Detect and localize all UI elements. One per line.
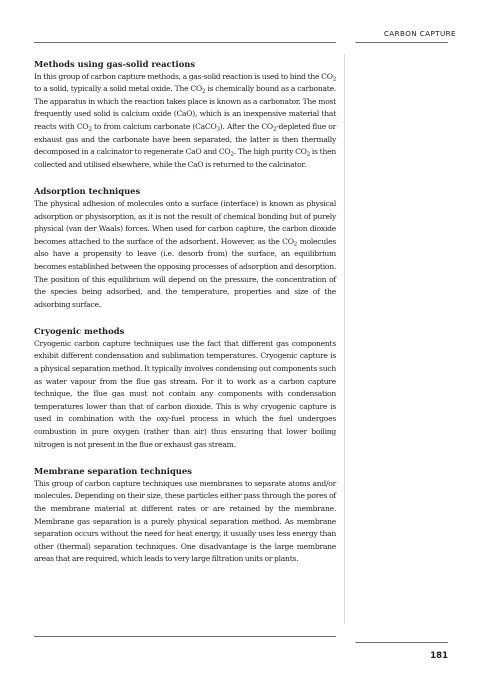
- subscript: 2: [293, 241, 298, 248]
- footer-rule-margin: [356, 642, 448, 643]
- section-body: [34, 338, 336, 451]
- page-number: 181: [430, 651, 448, 661]
- text-run: is chemically bound as a carbonate. The apparatus in which the reaction takes place is known as a carbonator. The most frequently used solid is calcium oxide (CaO), which is an inexpensive material that reacts with CO: [34, 84, 336, 131]
- section-gas-solid-reactions: [34, 58, 336, 171]
- text-run: In this group of carbon capture methods, a gas-solid reaction is used to bind the CO: [34, 71, 333, 81]
- text-run: ). After the CO: [219, 121, 273, 131]
- subscript: 2: [201, 88, 206, 95]
- subscript: 3: [216, 126, 220, 133]
- subscript: 2: [332, 76, 336, 83]
- text-run: . The high purity CO: [233, 147, 307, 157]
- footer-rule: [34, 636, 336, 637]
- subscript: 2: [88, 126, 92, 133]
- text-run: Cryogenic carbon capture techniques use the fact that different gas components exhibit different condensation and sublimation temperatures. Cryogenic capture is a physical separation method. It typically involves condensing out components such as water vapour from the flue gas stream. For it to work as a carbon capture technique, the flue gas must not contain any components with condensation temperatures lower than that of carbon dioxide. This is why cryogenic capture is used in combination with the oxy-fuel process in which the fuel undergoes combustion in pure oxygen (rather than air) thus ensuring that lower boiling nitrogen is not present in the flue or exhaust gas stream.: [34, 338, 336, 449]
- text-run: to a solid, typically a solid metal oxide. The CO: [34, 84, 202, 94]
- main-text-column: [34, 58, 336, 580]
- text-run: This group of carbon capture techniques use membranes to separate atoms and/or molecules. Depending on their size, these particles either pass through the pores of the membrane material at different rates or are retained by the membrane. Membrane gas separation is a purely physical separation method. As membrane separation occurs without the need for heat energy, it usually uses less energy than other (thermal) separation techniques. One disadvantage is the large membrane areas that are required, which leads to very large filtration units or plants.: [34, 478, 336, 564]
- section-membrane-separation: [34, 465, 336, 566]
- section-heading: Membrane separation techniques: [34, 466, 192, 477]
- text-run: The physical adhesion of molecules onto a surface (interface) is known as physical adsorption or physisorption, as it is not the result of chemical bonding but of purely physical (van der Waals) forces. When used for carbon capture, the carbon dioxide becomes attached to the surface of the adsorbent. However, as the CO: [34, 198, 336, 246]
- section-cryogenic-methods: [34, 325, 336, 451]
- text-run: molecules also have a propensity to leave (i.e. desorb from) the surface, an equilibrium becomes established between the opposing processes of adsorption and desorption. The position of this equilibrium will depend on the pressure, the concentration of the species being adsorbed, and the temperature, properties and size of the adsorbing surface.: [34, 236, 336, 309]
- section-adsorption-techniques: [34, 185, 336, 311]
- section-body: [34, 71, 336, 172]
- text-run: is then collected and utilised elsewhere, while the CaO is returned to the calcinator.: [34, 147, 336, 169]
- subscript: 2: [272, 126, 277, 133]
- text-run: -depleted flue or exhaust gas and the carbonate have been separated, the latter is then thermally decomposed in a calcinator to regenerate CaO and CO: [34, 121, 337, 157]
- subscript: 2: [230, 151, 234, 158]
- section-heading: Cryogenic methods: [34, 326, 125, 337]
- header-rule-margin: [356, 42, 448, 43]
- text-run: to from calcium carbonate (CaCO: [91, 121, 217, 131]
- running-title: CARBON CAPTURE: [383, 29, 456, 38]
- section-heading: Methods using gas-solid reactions: [34, 59, 196, 69]
- subscript: 2: [306, 151, 310, 158]
- margin-divider: [344, 54, 345, 624]
- header-rule: [34, 42, 336, 43]
- section-body: [34, 478, 336, 566]
- section-body: [34, 198, 336, 311]
- section-heading: Adsorption techniques: [34, 186, 141, 197]
